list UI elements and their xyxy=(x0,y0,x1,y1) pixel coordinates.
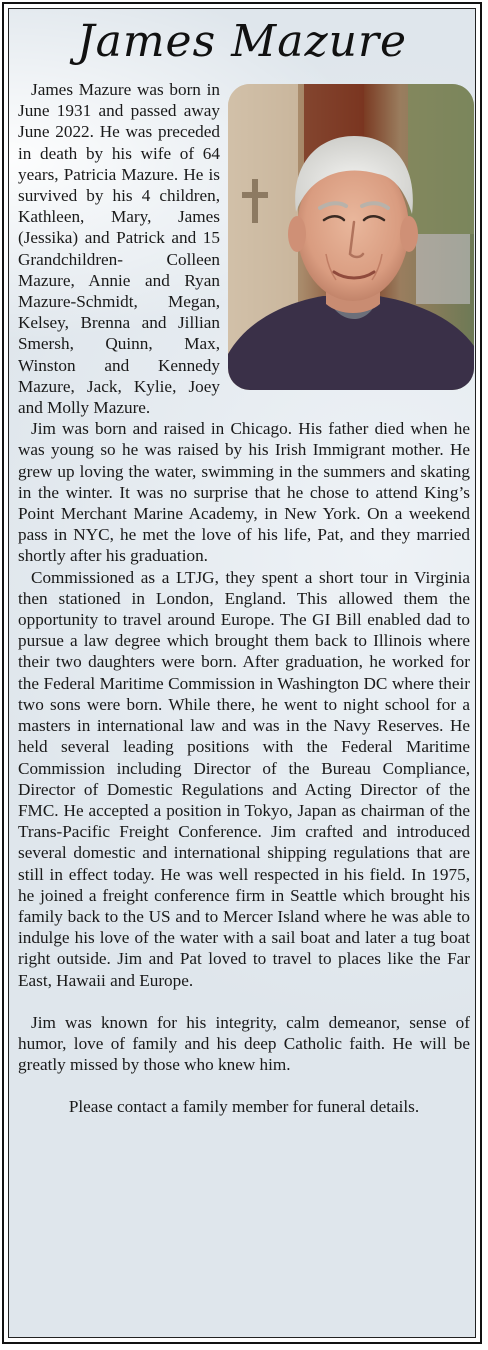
obituary-title: James Mazure xyxy=(76,16,408,67)
paragraph-early-life: Jim was born and raised in Chicago. His father died when he was young so he was raised by his Irish Immigrant mother. He grew up loving the water, swimming in the summers and skating in the winter. It was no surprise that he chose to attend King’s Point Merchant Marine Academy, in New York. On a weekend pass in NYC, he met the love of his life, Pat, and they married shortly after his graduation. xyxy=(18,419,470,566)
paragraph-funeral-note: Please contact a family member for funeral details. xyxy=(68,1097,420,1117)
obituary-panel xyxy=(8,8,476,1338)
paragraph-character: Jim was known for his integrity, calm demeanor, sense of humor, love of family and his deep Catholic faith. He will be greatly missed by those who knew him. xyxy=(18,1012,470,1075)
portrait-photo xyxy=(228,84,474,390)
obituary-body xyxy=(18,79,470,1118)
obituary-frame xyxy=(2,2,482,1344)
paragraph-intro: James Mazure was born in June 1931 and passed away June 2022. He was preceded in death by his wife of 64 years, Patricia Mazure. He is survived by his 4 children, Kathleen, Mary, James (Jessika) and Patrick and 15 Grandchildren- Colleen Mazure, Annie and Ryan Mazure-Schmidt, Megan, Kelsey, Brenna and Jillian Smersh, Quinn, Max, Winston and Kennedy Mazure, Jack, Kylie, Joey and Molly Mazure. xyxy=(18,80,220,418)
paragraph-career: Commissioned as a LTJG, they spent a short tour in Virginia then stationed in London, England. This allowed them the opportunity to travel around Europe. The GI Bill enabled dad to pursue a law degree which brought them back to Illinois where their two daughters were born. After graduation, he worked for the Federal Maritime Commission in Washington DC where their two sons were born. While there, he went to night school for a masters in international law and was in the Navy Reserves. He held several leading positions with the Federal Maritime Commission including Director of the Bureau Compliance, Director of Domestic Regulations and Acting Director of the FMC. He accepted a position in Tokyo, Japan as chairman of the Trans-Pacific Freight Conference. Jim crafted and introduced several domestic and international shipping regulations that are still in effect today. He was well respected in his field. In 1975, he joined a freight conference firm in Seattle which brought his family back to the US and to Mercer Island where he was able to indulge his love of the water with a sail boat and later a tug boat right outside. Jim and Pat loved to travel to places like the Far East, Hawaii and Europe. xyxy=(18,567,470,990)
